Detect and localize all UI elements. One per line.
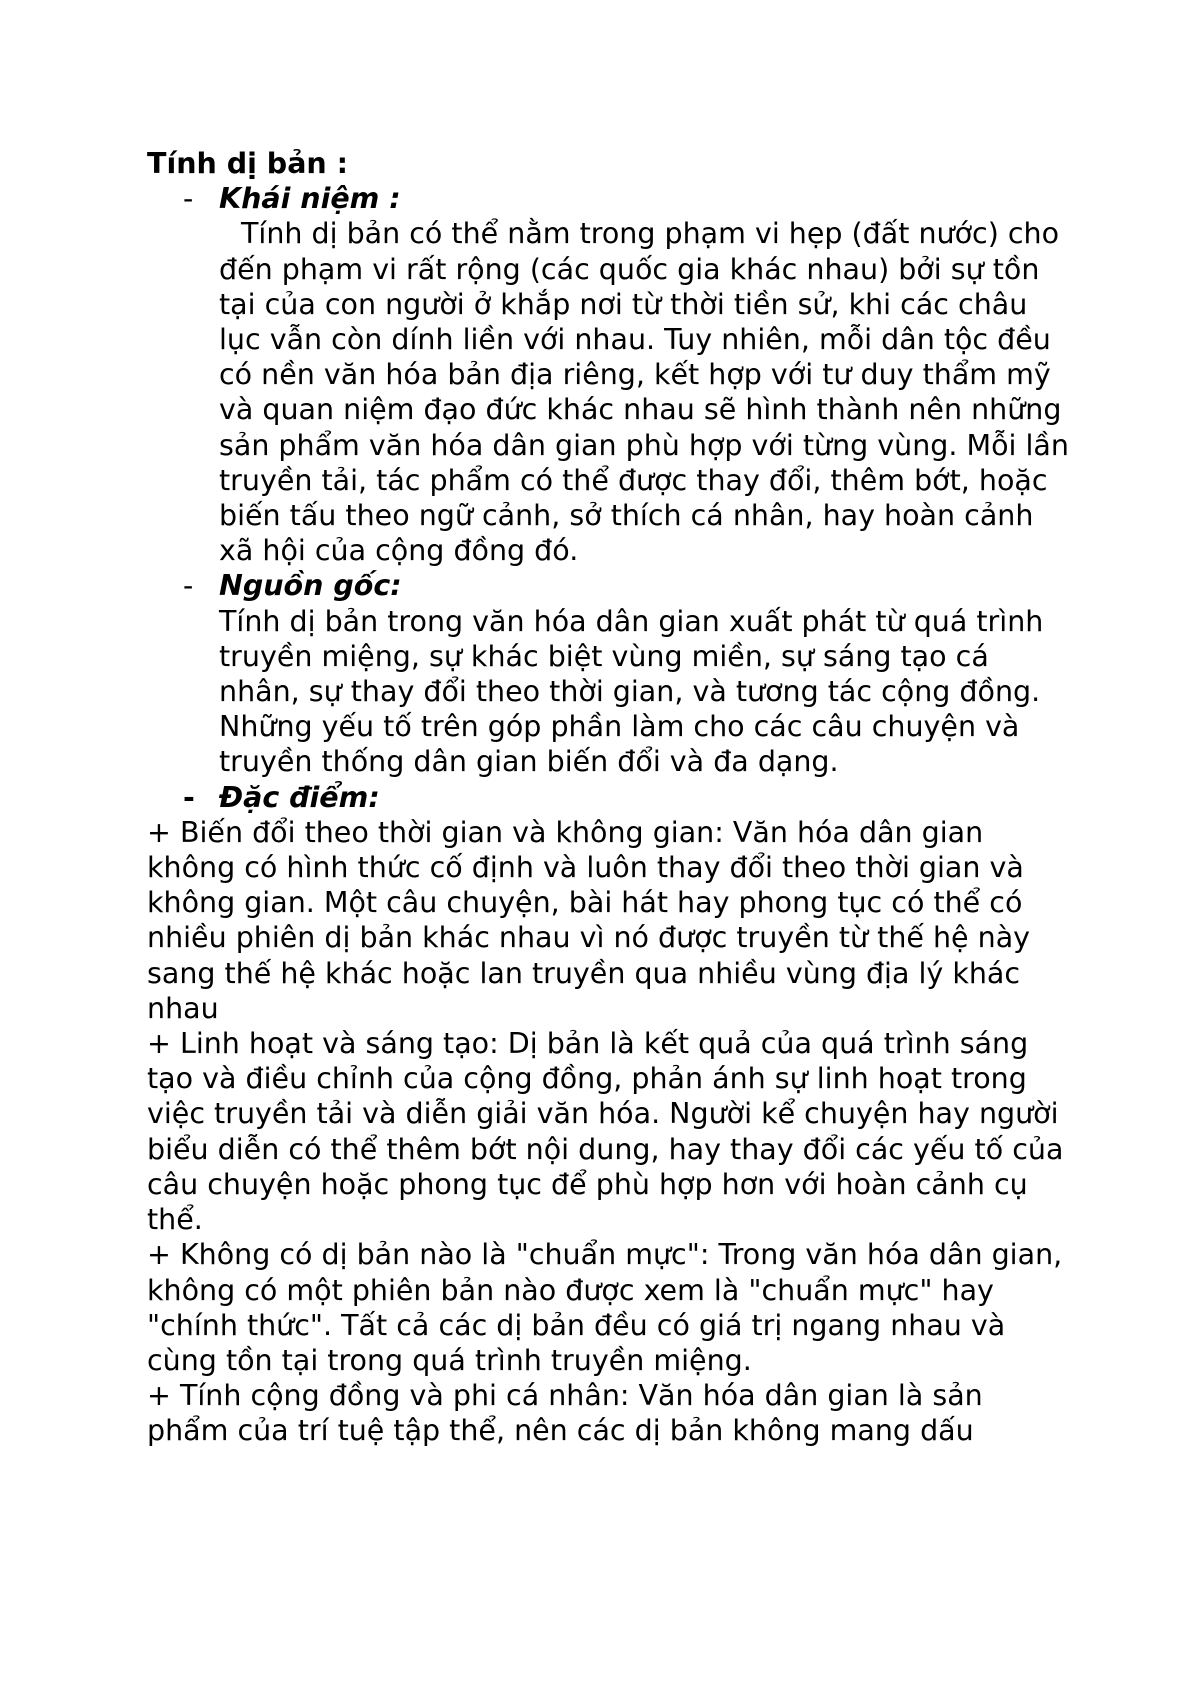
characteristic-paragraph: + Linh hoạt và sáng tạo: Dị bản là kết quả của quá trình sáng tạo và điều chỉnh của cộng đồng, phản ánh sự linh hoạt trong việc truyền tải và diễn giải văn hóa. Người kể chuyện hay người biểu diễn có thể thêm bớt nội dung, hay thay đổi các yếu tố của câu chuyện hoặc phong tục để phù hợp hơn với hoàn cảnh cụ thể. [147, 1027, 1064, 1237]
section-heading-origin: Nguồn gốc: [219, 569, 402, 603]
bullet-dash: - [183, 780, 195, 814]
section-concept [147, 181, 1077, 568]
section-text-origin: Tính dị bản trong văn hóa dân gian xuất phát từ quá trình truyền miệng, sự khác biệt vùng miền, sự sáng tạo cá nhân, sự thay đổi theo thời gian, và tương tác cộng đồng. Những yếu tố trên góp phần làm cho các câu chuyện và truyền thống dân gian biến đổi và đa dạng. [219, 604, 1044, 779]
characteristic-paragraph: + Tính cộng đồng và phi cá nhân: Văn hóa dân gian là sản phẩm của trí tuệ tập thể, nên các dị bản không mang dấu [147, 1379, 983, 1448]
bullet-dash: - [183, 569, 194, 603]
section-origin [147, 568, 1077, 779]
section-heading-characteristics: Đặc điểm: [219, 780, 380, 814]
section-heading-concept: Khái niệm : [219, 182, 401, 216]
document-body [147, 146, 1077, 1449]
document-title: Tính dị bản : [147, 147, 349, 180]
section-characteristics [147, 780, 1077, 815]
characteristic-paragraph: + Không có dị bản nào là "chuẩn mực": Trong văn hóa dân gian, không có một phiên bản nào được xem là "chuẩn mực" hay "chính thức". Tất cả các dị bản đều có giá trị ngang nhau và cùng tồn tại trong quá trình truyền miệng. [147, 1238, 1063, 1377]
section-text-concept: Tính dị bản có thể nằm trong phạm vi hẹp (đất nước) cho đến phạm vi rất rộng (các quốc gia khác nhau) bởi sự tồn tại của con người ở khắp nơi từ thời tiền sử, khi các châu lục vẫn còn dính liền với nhau. Tuy nhiên, mỗi dân tộc đều có nền văn hóa bản địa riêng, kết hợp với tư duy thẩm mỹ và quan niệm đạo đức khác nhau sẽ hình thành nên những sản phẩm văn hóa dân gian phù hợp với từng vùng. Mỗi lần truyền tải, tác phẩm có thể được thay đổi, thêm bớt, hoặc biến tấu theo ngữ cảnh, sở thích cá nhân, hay hoàn cảnh xã hội của cộng đồng đó. [219, 217, 1069, 568]
characteristic-paragraph: + Biến đổi theo thời gian và không gian: Văn hóa dân gian không có hình thức cố định và luôn thay đổi theo thời gian và không gian. Một câu chuyện, bài hát hay phong tục có thể có nhiều phiên dị bản khác nhau vì nó được truyền từ thế hệ này sang thế hệ khác hoặc lan truyền qua nhiều vùng địa lý khác nhau [147, 815, 1031, 1025]
bullet-dash: - [183, 182, 194, 216]
